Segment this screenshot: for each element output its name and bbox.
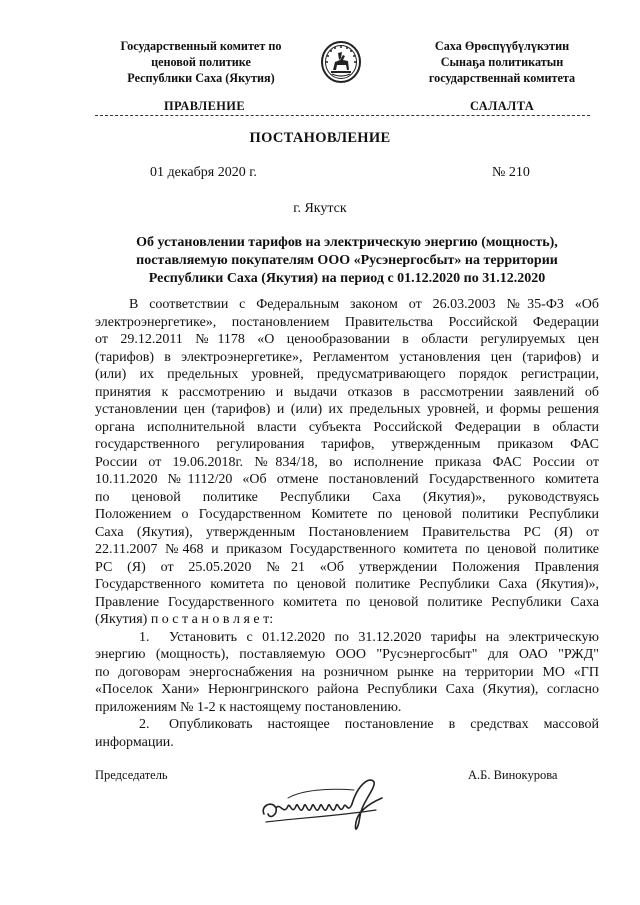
item-1-line: [95, 629, 599, 647]
item-2-text: Опубликовать настоящее постановление в средствах массовой: [169, 717, 599, 732]
preamble-line: Саха (Якутия), утвержденным Постановлением Правительства РС (Я) от: [95, 524, 599, 540]
preamble-line: государственного регулирования тарифов, утвержденным приказом ФАС: [95, 437, 599, 452]
preamble-line: Государственного комитета по ценовой политике Республики Саха (Якутия)»,: [95, 577, 599, 592]
document-city: г. Якутск: [293, 201, 347, 216]
preamble-line: 10.11.2020 №1112/20 «Об отмене постановлений Государственного комитета: [95, 472, 599, 487]
issuer-name-russian: [96, 38, 306, 86]
preamble-line: от 29.12.2011 №1178 «О ценообразовании в области регулируемых цен: [95, 332, 599, 347]
item-2-line: [95, 716, 599, 734]
document-body: [95, 296, 599, 751]
preamble-line: 22.11.2007 №468 и приказом Государственного комитета по ценовой политике: [95, 542, 599, 557]
item-1-text: Установить с 01.12.2020 по 31.12.2020 тарифы на электрическую: [169, 629, 599, 645]
signatory-role: Председатель: [95, 768, 168, 782]
preamble-line: (или) их предельных уровней, предусматривающего порядок регистрации,: [95, 367, 599, 382]
item-1-number: 1.: [139, 629, 150, 645]
preamble-line: по ценовой политике Республики Саха (Якутия)», руководствуясь: [95, 489, 599, 505]
department-yakut: САЛАЛТА: [470, 99, 535, 113]
issuer-line: государственнай комитета: [428, 71, 576, 85]
item-1-line: энергию (мощность), поставляемую ООО "Русэнергосбыт" для ОАО "РЖД": [95, 647, 599, 662]
document-date: 01 декабря 2020 г.: [150, 165, 257, 180]
preamble-line: установлении цен (тарифов) и (или) их предельных уровней, и формы решения: [95, 402, 599, 417]
preamble-line: Положением о Государственном Комитете по ценовой политики Республики: [95, 507, 599, 522]
document-type-title: ПОСТАНОВЛЕНИЕ: [249, 130, 391, 146]
item-2-number: 2.: [139, 717, 150, 732]
department-russian: ПРАВЛЕНИЕ: [164, 99, 245, 113]
preamble-line: РС (Я) от 25.05.2020 №21 «Об утверждении Положения Правления: [95, 559, 599, 575]
item-1-line: «Поселок Хани» Нерюнгринского района Республики Саха (Якутия), согласно: [95, 682, 599, 697]
issuer-line: Государственный комитет по: [120, 39, 282, 53]
issuer-line: Сынаҕа политикатын: [440, 55, 564, 69]
item-1-line: приложениям № 1-2 к настоящему постановлению.: [95, 699, 402, 715]
issuer-line: ценовой политике: [151, 55, 251, 69]
subject-line: Об установлении тарифов на электрическую энергию (мощность),: [136, 235, 558, 250]
preamble-line: принятия к рассмотрению и выдачи отказов в рассмотрении заявлений об: [95, 384, 599, 400]
preamble-line: органа исполнительной власти субъекта Российской Федерации в области: [95, 419, 599, 435]
subject-line: Республики Саха (Якутия) на период с 01.12.2020 по 31.12.2020: [148, 271, 546, 286]
coat-of-arms-icon: [319, 40, 363, 84]
signatory-name: А.Б. Винокурова: [468, 768, 558, 782]
document-number: № 210: [492, 165, 530, 180]
item-1-line: по договорам энергоснабжения на розничном рынке на территории МО «ГП: [95, 664, 599, 680]
preamble-line: В соответствии с Федеральным законом от 26.03.2003 №35-ФЗ «Об: [129, 297, 599, 312]
preamble-line: Правление Государственного комитета по ценовой политике Республики Саха: [95, 594, 599, 610]
subject-line: поставляемую покупателям ООО «Русэнергосбыт» на территории: [136, 253, 558, 268]
item-2-line: информации.: [95, 734, 174, 750]
issuer-line: Саха Өрөспүүбүлүкэтин: [434, 39, 570, 53]
issuer-name-yakut: [398, 38, 606, 86]
header-separator: [95, 115, 590, 116]
handwritten-signature-icon: [258, 776, 388, 838]
preamble-line: (тарифов) в электроэнергетике», Регламентом установления цен (тарифов) и: [95, 349, 599, 365]
issuer-line: Республики Саха (Якутия): [127, 71, 275, 85]
preamble-line: России от 19.06.2018г. №834/18, во исполнение приказа ФАС России от: [95, 454, 599, 470]
preamble-line: электроэнергетике», постановлением Правительства Российской Федерации: [95, 314, 599, 330]
document-subject: [95, 234, 599, 288]
preamble-line: (Якутия) п о с т а н о в л я е т:: [95, 612, 274, 627]
